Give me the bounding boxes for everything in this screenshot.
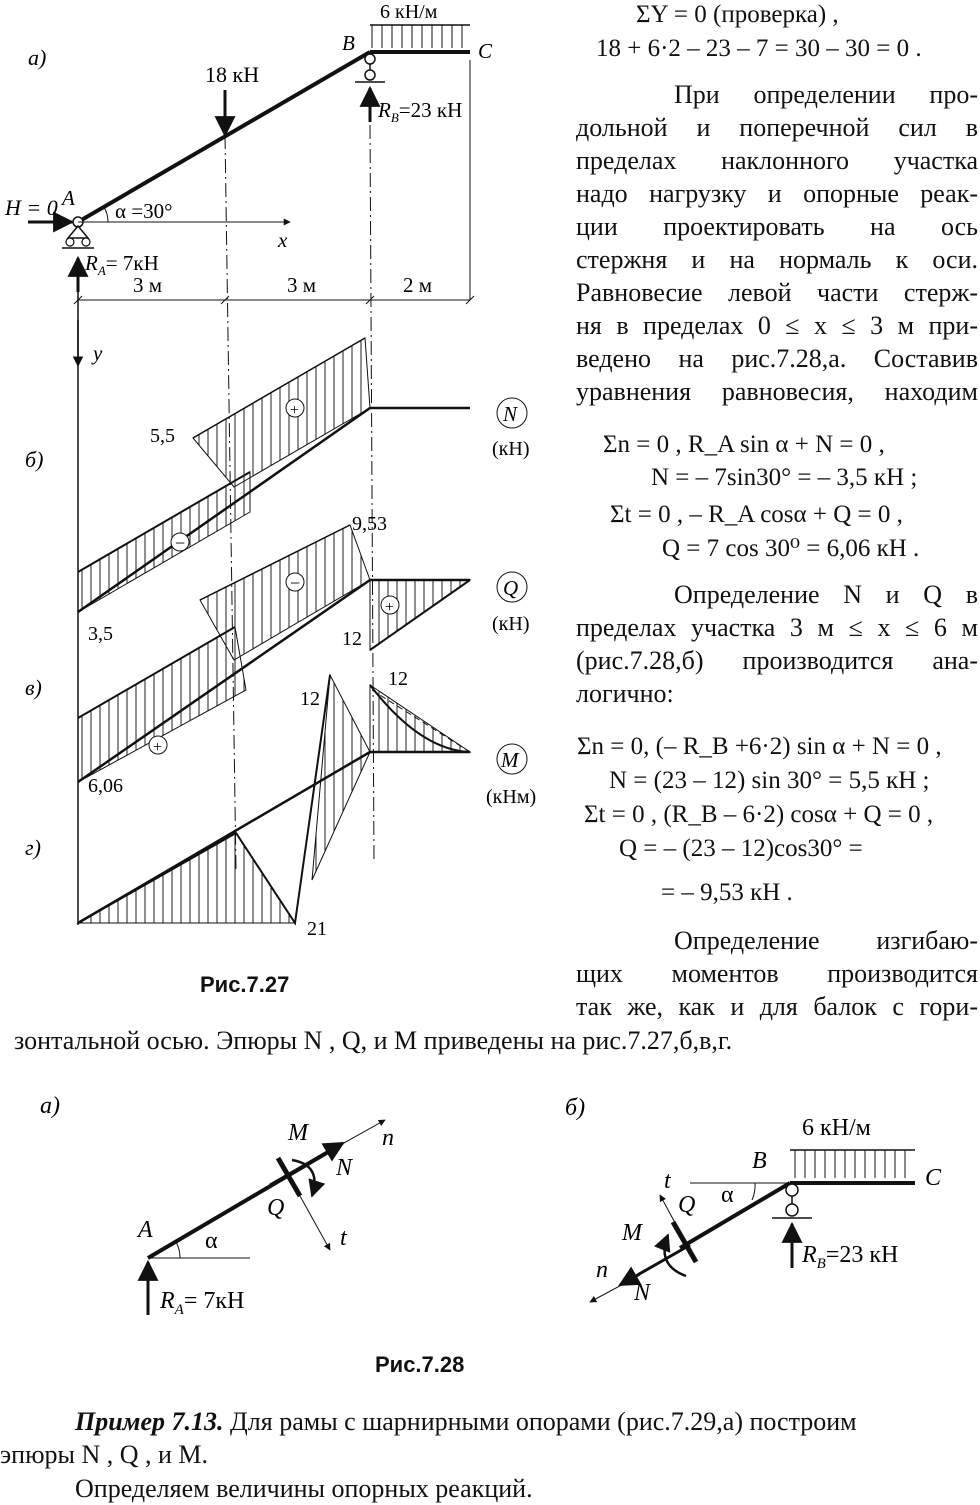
fig28-b-Q: Q bbox=[678, 1192, 696, 1218]
fig28-a-n: n bbox=[382, 1125, 394, 1151]
fig28-a-Q: Q bbox=[267, 1195, 285, 1221]
value-12-M1: 12 bbox=[300, 688, 320, 710]
Q-unit: (кН) bbox=[492, 613, 530, 635]
label-a: а) bbox=[28, 45, 47, 70]
eq-n-1: Σn = 0 , R_A sin α + N = 0 , bbox=[603, 431, 885, 458]
label-v: в) bbox=[25, 675, 42, 700]
value-6-06: 6,06 bbox=[88, 775, 123, 797]
force-18: 18 кН bbox=[205, 62, 260, 87]
eq-t-2: Σt = 0 , (R_B – 6·2) cosα + Q = 0 , bbox=[584, 801, 934, 828]
fig28-b-C: C bbox=[925, 1165, 942, 1191]
fig28-b-RB: $R_B=23$ кН bbox=[802, 1242, 899, 1272]
label-b: б) bbox=[25, 447, 44, 472]
fig28-a-alpha: α bbox=[205, 1228, 218, 1254]
fig28-label-b: б) bbox=[565, 1095, 586, 1121]
eq-t-1: Σt = 0 , – R_A cosα + Q = 0 , bbox=[610, 501, 903, 528]
label-g: г) bbox=[25, 835, 41, 860]
node-A: A bbox=[62, 186, 75, 210]
sign-minus-Q: − bbox=[290, 573, 301, 593]
fig28-b-B: B bbox=[752, 1148, 767, 1174]
fig28-a-M: M bbox=[288, 1120, 308, 1146]
caption-fig-7-27: Рис.7.27 bbox=[200, 972, 290, 997]
eq-Q-1: Q = 7 cos 30⁰ = 6,06 кН . bbox=[662, 535, 920, 562]
fig28-a-RA: $R_A= 7кН$ bbox=[160, 1288, 245, 1318]
node-C: C bbox=[478, 39, 493, 63]
value-5-5: 5,5 bbox=[150, 425, 175, 447]
load-label: 6 кН/м bbox=[380, 1, 438, 23]
dim-2: 3 м bbox=[287, 273, 317, 297]
example-text-1: Для рамы с шарнирными опорами (рис.7.29,а) построим bbox=[230, 1407, 857, 1436]
example-line-1 bbox=[0, 1405, 980, 1438]
dim-1: 3 м bbox=[133, 273, 163, 297]
fig28-b-M: M bbox=[622, 1220, 642, 1246]
sign-plus-Q2: + bbox=[153, 739, 163, 756]
fig28-a-t: t bbox=[340, 1225, 347, 1251]
fig28-b-load: 6 кН/м bbox=[802, 1115, 871, 1141]
node-B: B bbox=[342, 31, 355, 55]
alpha-label: α =30° bbox=[115, 199, 173, 223]
eq-N-1: N = – 7sin30° = – 3,5 кН ; bbox=[651, 464, 918, 491]
N-unit: (кН) bbox=[492, 438, 530, 460]
example-line-2: эпюры N , Q , и M. bbox=[0, 1440, 209, 1469]
caption-fig-7-28: Рис.7.28 bbox=[375, 1352, 465, 1377]
eq-Q-2-val: = – 9,53 кН . bbox=[661, 879, 793, 906]
N-symbol: N bbox=[503, 402, 518, 426]
eq-check: 18 + 6·2 – 23 – 7 = 30 – 30 = 0 . bbox=[596, 35, 922, 62]
value-12-Q: 12 bbox=[342, 628, 362, 650]
sign-plus-N: + bbox=[290, 402, 300, 419]
value-21: 21 bbox=[307, 918, 327, 940]
eq-N-2: N = (23 – 12) sin 30° = 5,5 кН ; bbox=[609, 767, 930, 794]
example-line-3: Определяем величины опорных реакций. bbox=[75, 1474, 533, 1503]
axis-x: x bbox=[278, 228, 288, 252]
M-symbol: M bbox=[501, 748, 519, 772]
fig28-a-A: A bbox=[138, 1217, 153, 1243]
figure-7-28 bbox=[0, 1080, 980, 1360]
RB-label: $R_B=23$ кН bbox=[378, 98, 463, 125]
fig28-b-alpha: α bbox=[721, 1182, 734, 1208]
paragraph-3: Определение изгибаю- щих моментов производится так же, как и для балок с гори- bbox=[576, 926, 978, 1021]
Q-symbol: Q bbox=[503, 576, 519, 600]
paragraph-1: При определении про- дольной и поперечной сил в пределах наклонного участка надо нагрузку и опорные реак- ции проектировать на ось стержня и на нормаль к оси. Равновесие левой части стерж- ня в пределах 0 ≤ x ≤ 3 м при- ведено на рис.7.28,а. Составив уравнения равновесия, находим bbox=[576, 80, 978, 406]
fig28-label-a: а) bbox=[40, 1093, 60, 1119]
M-unit: (кНм) bbox=[486, 786, 537, 808]
value-9-53: 9,53 bbox=[352, 513, 387, 535]
fig28-b-N: N bbox=[634, 1280, 651, 1306]
paragraph-full-line: зонтальной осью. Эпюры N , Q, и M приведены на рис.7.27,б,в,г. bbox=[14, 1026, 733, 1055]
fig28-a-N: N bbox=[336, 1155, 353, 1181]
value-3-5: 3,5 bbox=[88, 623, 113, 645]
figure-7-27 bbox=[0, 0, 570, 1010]
axis-y: y bbox=[93, 341, 103, 365]
eq-sum-y: ΣY = 0 (проверка) , bbox=[636, 1, 839, 28]
sign-minus-N: − bbox=[175, 533, 186, 553]
value-12-M2: 12 bbox=[388, 668, 408, 690]
paragraph-2: Определение N и Q в пределах участка 3 м ≤ x ≤ 6 м (рис.7.28,б) производится ана- логично: bbox=[576, 580, 978, 708]
fig28-b-n: n bbox=[596, 1257, 608, 1283]
RA-label: $R_A= 7кН$ bbox=[85, 251, 159, 278]
eq-n-2: Σn = 0, (– R_B +6·2) sin α + N = 0 , bbox=[577, 733, 942, 760]
H-label: H = 0 bbox=[5, 195, 58, 220]
sign-plus-Q: + bbox=[385, 599, 395, 616]
example-title: Пример 7.13. bbox=[75, 1407, 224, 1436]
dim-3: 2 м bbox=[403, 273, 433, 297]
fig28-b-t: t bbox=[664, 1168, 671, 1194]
eq-Q-2: Q = – (23 – 12)cos30° = bbox=[619, 835, 863, 862]
